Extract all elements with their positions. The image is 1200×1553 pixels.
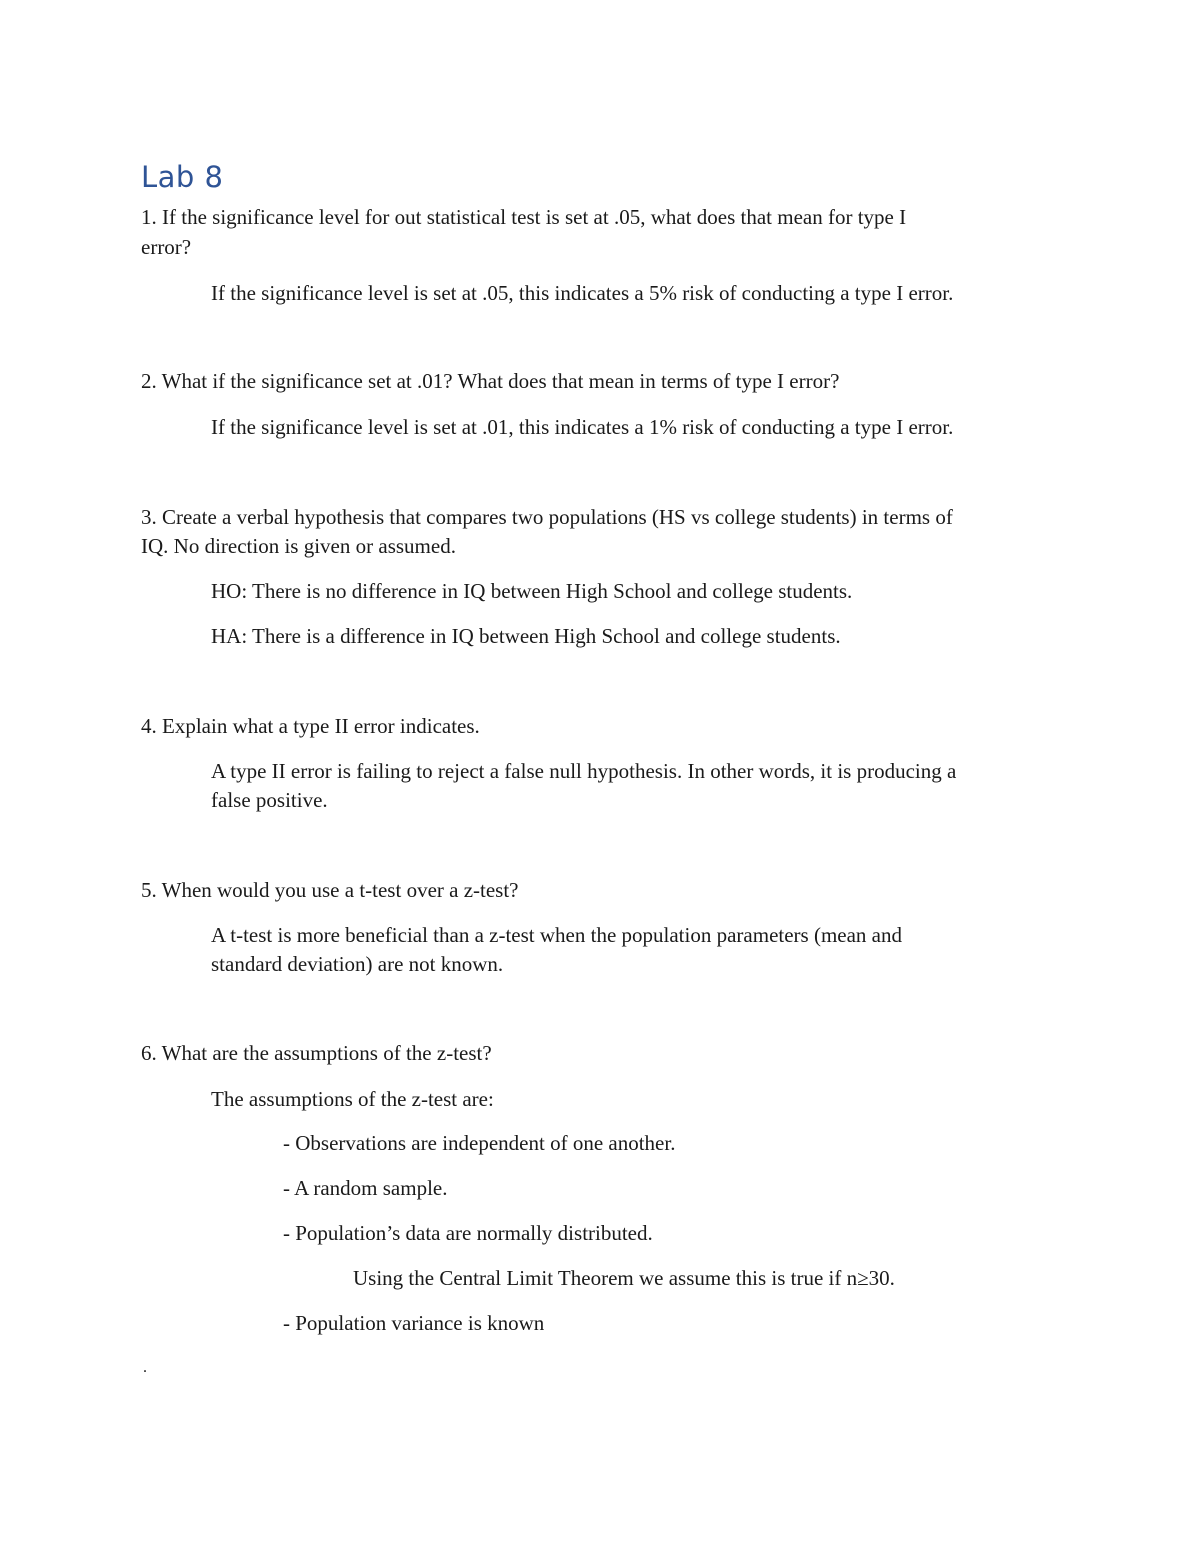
question-3-line-2: IQ. No direction is given or assumed.	[141, 534, 456, 558]
assumption-item: - A random sample.	[283, 1176, 448, 1200]
null-hypothesis: HO: There is no difference in IQ between High School and college students.	[211, 579, 853, 603]
assumption-item: - Observations are independent of one another.	[283, 1131, 676, 1155]
assumption-item: - Population’s data are normally distributed.	[283, 1221, 653, 1245]
question-5: 5. When would you use a t-test over a z-test?	[141, 878, 519, 902]
answer-5-line-2: standard deviation) are not known.	[211, 952, 504, 976]
assumption-note: Using the Central Limit Theorem we assume this is true if n≥30.	[353, 1266, 895, 1290]
document-title: Lab 8	[141, 160, 224, 194]
question-2: 2. What if the significance set at .01? What does that mean in terms of type I error?	[141, 369, 840, 393]
alternative-hypothesis: HA: There is a difference in IQ between High School and college students.	[211, 624, 841, 648]
answer-4-line-2: false positive.	[211, 788, 328, 812]
assumption-item: - Population variance is known	[283, 1311, 545, 1335]
question-6: 6. What are the assumptions of the z-test?	[141, 1041, 492, 1065]
answer-6-intro: The assumptions of the z-test are:	[211, 1087, 494, 1111]
answer-1: If the significance level is set at .05, this indicates a 5% risk of conducting a type I error.	[211, 281, 954, 305]
answer-5-line-1: A t-test is more beneficial than a z-test when the population parameters (mean and	[211, 923, 903, 947]
answer-2: If the significance level is set at .01, this indicates a 1% risk of conducting a type I error.	[211, 415, 954, 439]
question-4: 4. Explain what a type II error indicates.	[141, 714, 480, 738]
question-1-line-1: 1. If the significance level for out statistical test is set at .05, what does that mean for type I	[141, 205, 907, 229]
trailing-mark: .	[143, 1359, 147, 1376]
question-3-line-1: 3. Create a verbal hypothesis that compares two populations (HS vs college students) in terms of	[141, 505, 953, 529]
question-1-line-2: error?	[141, 235, 192, 259]
answer-4-line-1: A type II error is failing to reject a false null hypothesis. In other words, it is producing a	[211, 759, 957, 783]
